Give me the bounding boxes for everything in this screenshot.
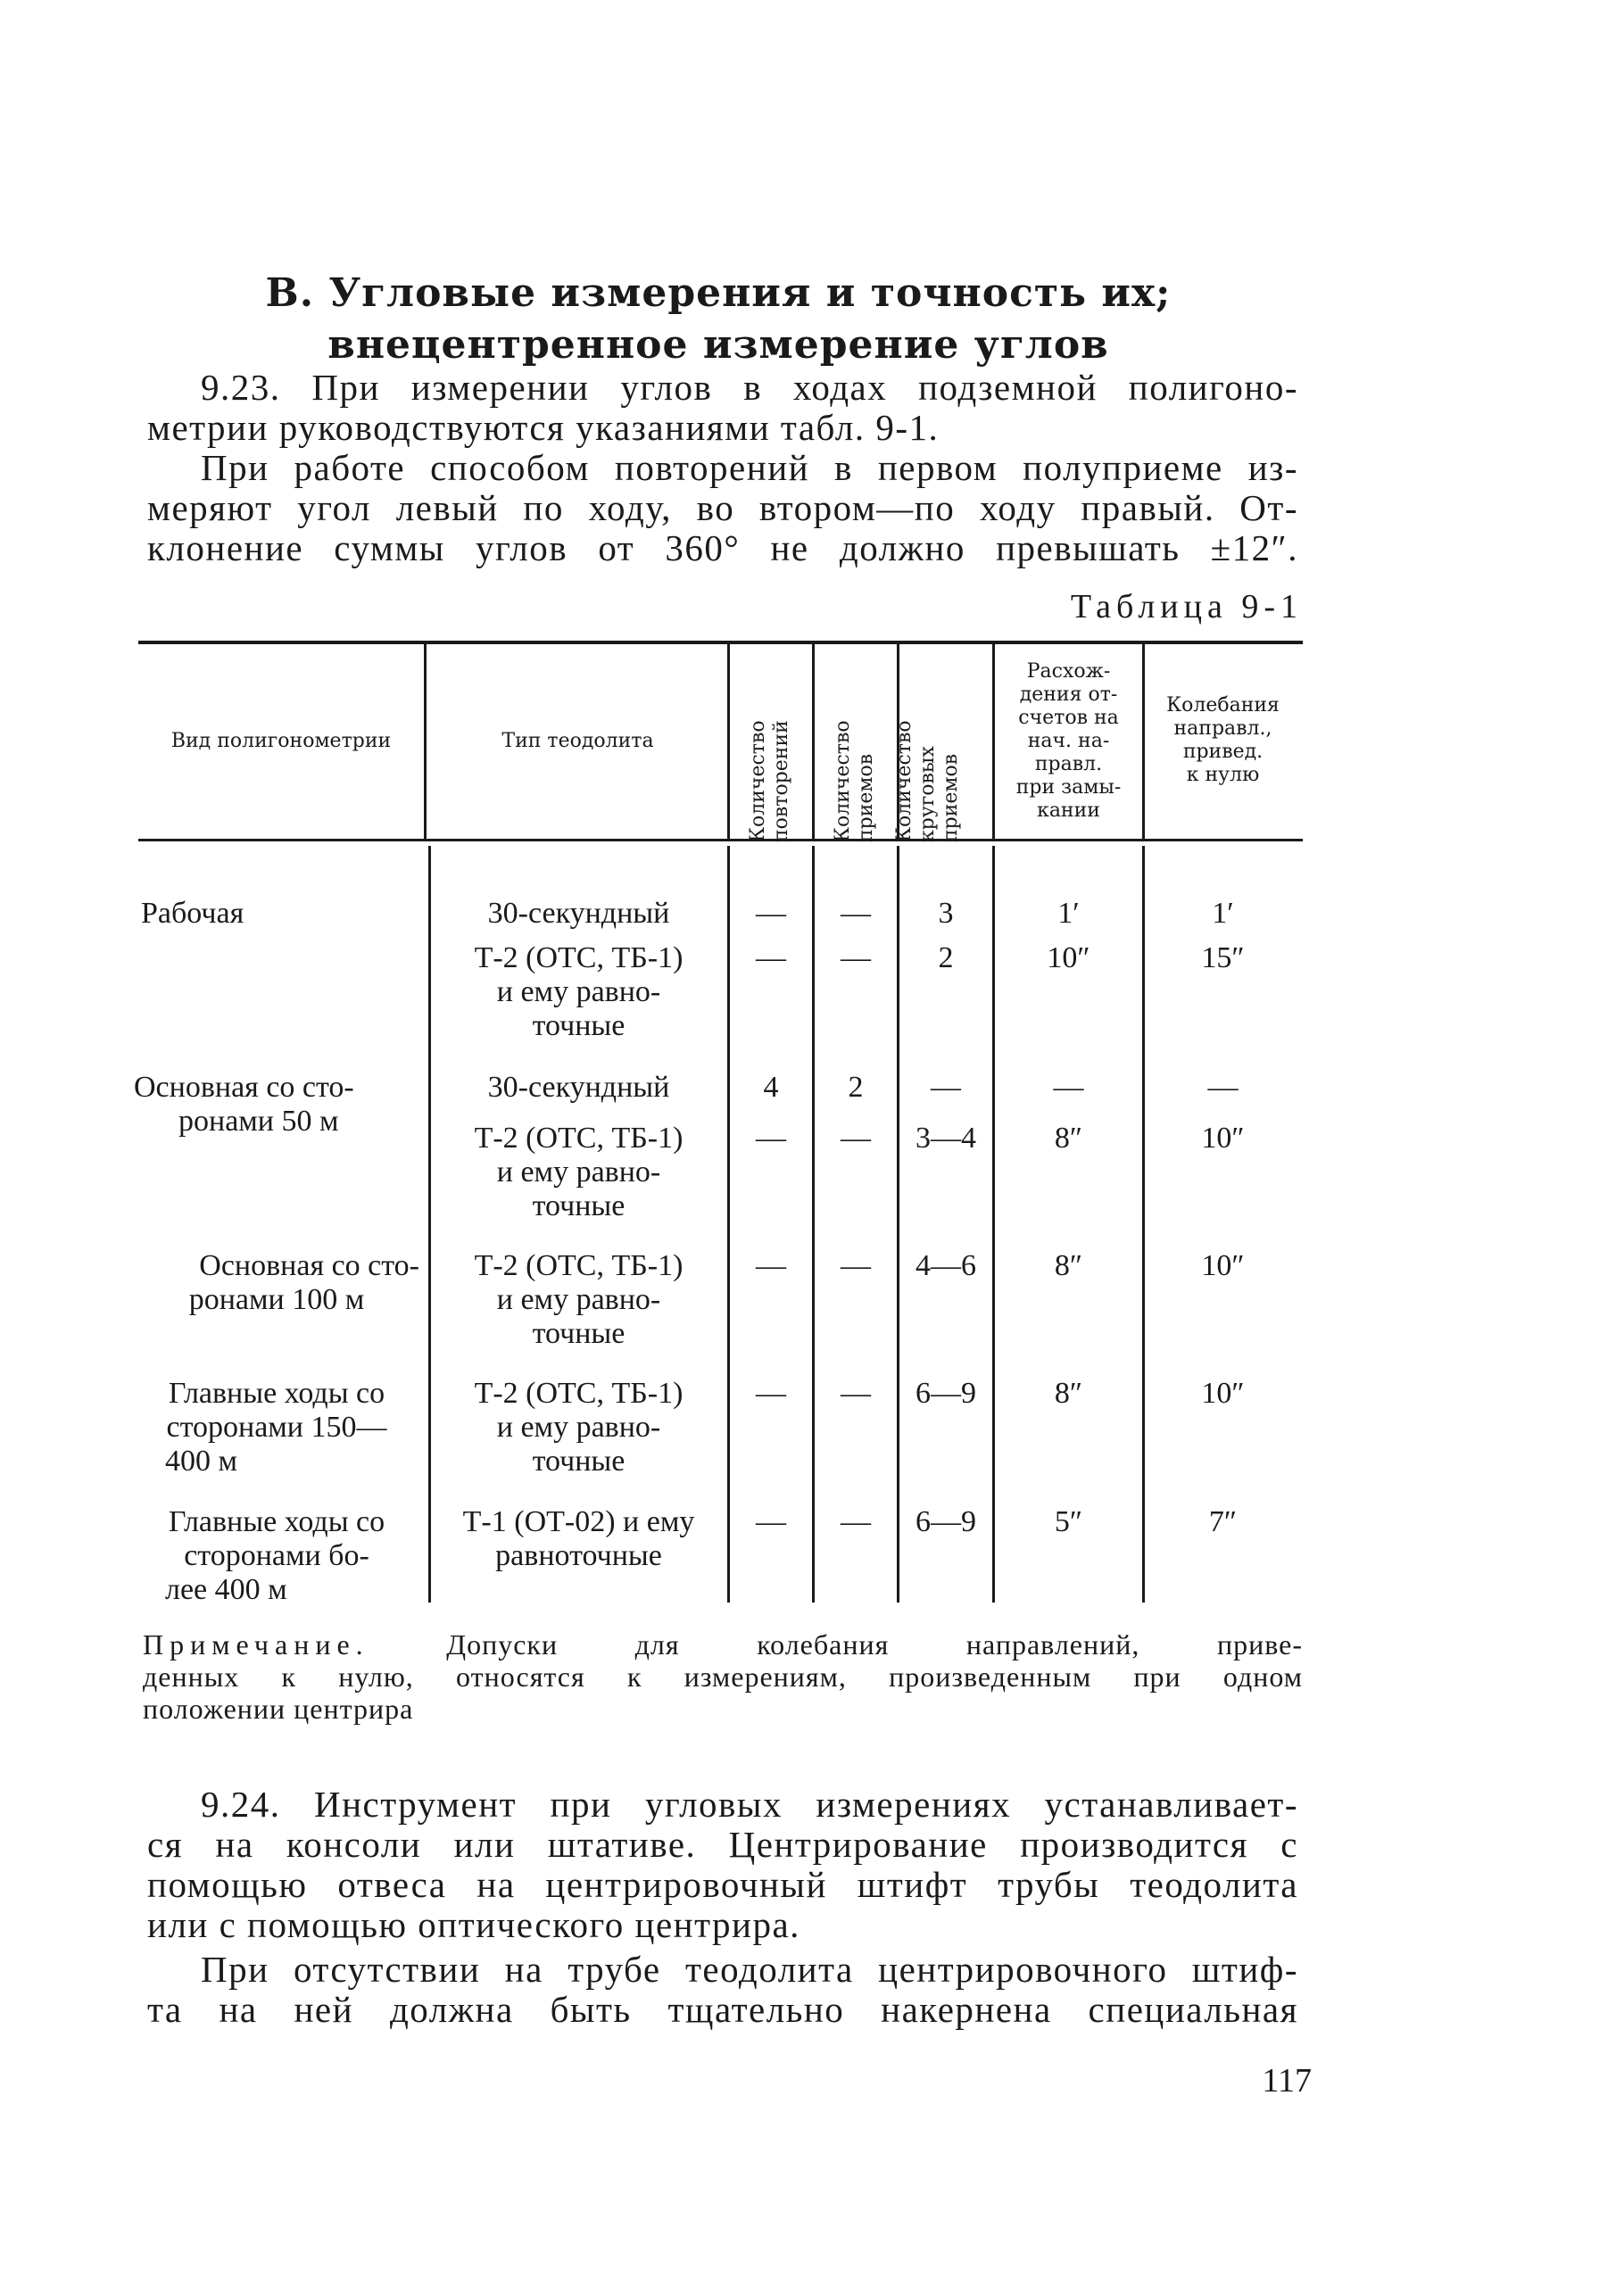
table-cell: 1′ xyxy=(1212,897,1234,930)
text-line: 9.24. Инструмент при угловых измерениях устанавливает- xyxy=(201,1784,1298,1825)
note-line: положении центрира xyxy=(143,1693,414,1725)
text-line: ся на консоли или штативе. Центрирование производится с xyxy=(147,1824,1298,1865)
table-cell: 6—9 xyxy=(916,1377,976,1410)
table-cell: 3—4 xyxy=(916,1122,976,1155)
table-cell: 8″ xyxy=(1054,1377,1083,1410)
header-line: Количество xyxy=(832,720,854,842)
cell-line: сторонами 150— xyxy=(166,1411,387,1444)
table-cell: — xyxy=(841,941,871,974)
table-cell: — xyxy=(756,1377,786,1410)
header-line: дения от- xyxy=(1019,683,1118,706)
header-line: круговых xyxy=(916,746,939,842)
cell-line: Т-2 (ОТС, ТБ-1) xyxy=(474,1377,684,1410)
cell-line: Т-2 (ОТС, ТБ-1) xyxy=(474,941,684,974)
cell-line: 30-секундный xyxy=(487,897,670,930)
cell-line: точные xyxy=(532,1445,626,1478)
table-cell: — xyxy=(756,1249,786,1282)
header-line: нач. на- xyxy=(1027,730,1110,752)
cell-line: Т-2 (ОТС, ТБ-1) xyxy=(474,1122,684,1155)
header-line: счетов на xyxy=(1018,707,1119,729)
table-cell: — xyxy=(1053,1071,1084,1104)
table-cell: — xyxy=(841,1377,871,1410)
cell-line: и ему равно- xyxy=(496,1283,661,1316)
table-cell: 2 xyxy=(848,1071,864,1104)
table-cell: 8″ xyxy=(1054,1122,1083,1155)
cell-line: Рабочая xyxy=(141,897,244,930)
cell-line: и ему равно- xyxy=(496,1411,661,1444)
header-line: приемов xyxy=(940,753,962,842)
table-cell: 1′ xyxy=(1057,897,1080,930)
cell-line: Главные ходы со xyxy=(168,1505,385,1538)
cell-line: Т-1 (ОТ-02) и ему xyxy=(462,1505,695,1538)
header-line: Расхож- xyxy=(1026,660,1111,683)
header-line: направл., xyxy=(1173,717,1272,740)
table-cell: 6—9 xyxy=(916,1505,976,1538)
table-cell: — xyxy=(931,1071,961,1104)
header-repetitions xyxy=(747,664,793,842)
table-row-kind xyxy=(141,897,244,931)
paragraph-9-24 xyxy=(147,1785,1298,1945)
cell-line: равноточные xyxy=(495,1539,662,1572)
header-circular xyxy=(893,664,963,842)
table-cell: — xyxy=(841,1122,871,1155)
table-cell: — xyxy=(841,1249,871,1282)
header-sets xyxy=(832,664,878,842)
header-kind: Вид полигонометрии xyxy=(170,730,392,752)
table-cell: 7″ xyxy=(1208,1505,1238,1538)
cell-line: 400 м xyxy=(165,1445,238,1478)
text-line: При отсутствии на трубе теодолита центрировочного штиф- xyxy=(201,1949,1298,1990)
section-title-line: внецентренное измерение углов xyxy=(327,322,1109,368)
table-row-theodolite xyxy=(430,897,727,931)
note-line xyxy=(143,1628,1303,1661)
cell-line: сторонами бо- xyxy=(184,1539,369,1572)
table-cell: 3 xyxy=(938,897,954,930)
paragraph-centering-pin xyxy=(147,1950,1298,2030)
table-row-theodolite xyxy=(430,1249,727,1351)
table-caption: Таблица 9-1 xyxy=(1070,588,1303,625)
table-cell: 15″ xyxy=(1201,941,1245,974)
table-cell: 10″ xyxy=(1201,1377,1245,1410)
table-cell: 8″ xyxy=(1054,1249,1083,1282)
paragraph-repetition-method xyxy=(147,448,1298,568)
table-cell: — xyxy=(756,1505,786,1538)
header-line: к нулю xyxy=(1186,764,1260,786)
table-cell: 5″ xyxy=(1054,1505,1083,1538)
header-line: приемов xyxy=(855,753,877,842)
paragraph-9-23 xyxy=(147,368,1298,448)
table-row-theodolite xyxy=(430,1377,727,1478)
text-line: При работе способом повторений в первом полуприеме из- xyxy=(201,447,1298,488)
text-line: помощью отвеса на центрировочный штифт трубы теодолита xyxy=(147,1864,1298,1905)
table-row-theodolite xyxy=(430,1122,727,1223)
text-line: меряют угол левый по ходу, во втором—по ходу правый. От- xyxy=(147,487,1298,528)
header-line: Количество xyxy=(747,720,769,842)
table-top-rule xyxy=(138,641,1303,644)
table-cell: 10″ xyxy=(1201,1249,1245,1282)
text-line: та на ней должна быть тщательно накернена специальная xyxy=(147,1989,1298,2030)
note-line: денных к нулю, относятся к измерениям, произведенным при одном xyxy=(143,1661,1303,1693)
cell-line: Основная со сто- xyxy=(199,1249,419,1282)
table-row-kind xyxy=(134,1505,419,1607)
text-line: клонение суммы углов от 360° не должно превышать ±12″. xyxy=(147,527,1298,568)
table-cell: — xyxy=(841,897,871,930)
table-cell: 10″ xyxy=(1047,941,1090,974)
table-row-theodolite xyxy=(430,1071,727,1105)
table-cell: — xyxy=(756,941,786,974)
cell-line: точные xyxy=(532,1009,626,1042)
table-header-rule xyxy=(138,839,1303,841)
cell-line: и ему равно- xyxy=(496,975,661,1008)
table-row-theodolite xyxy=(430,1505,727,1573)
header-line: Количество xyxy=(893,720,916,842)
cell-line: ронами 50 м xyxy=(178,1105,339,1138)
table-row-kind xyxy=(134,1377,419,1478)
header-theodolite: Тип теодолита xyxy=(501,730,654,752)
note-label: Примечание. xyxy=(143,1628,369,1661)
table-cell: — xyxy=(756,1122,786,1155)
table-cell: 10″ xyxy=(1201,1122,1245,1155)
text-line: или с помощью оптического центрира. xyxy=(147,1904,800,1945)
section-title-line: В. Угловые измерения и точность их; xyxy=(265,270,1172,316)
cell-line: точные xyxy=(532,1189,626,1222)
cell-line: точные xyxy=(532,1317,626,1350)
header-line: кании xyxy=(1037,799,1100,822)
header-line: Колебания xyxy=(1166,694,1280,716)
table-cell: 4—6 xyxy=(916,1249,976,1282)
table-cell: — xyxy=(1207,1071,1239,1104)
cell-line: 30-секундный xyxy=(487,1071,670,1104)
cell-line: Основная со сто- xyxy=(134,1071,354,1104)
cell-line: ронами 100 м xyxy=(188,1283,365,1316)
header-line: при замы- xyxy=(1015,776,1122,799)
table-cell: 2 xyxy=(938,941,954,974)
cell-line: Главные ходы со xyxy=(168,1377,385,1410)
text-line: метрии руководствуются указаниями табл. 9-1. xyxy=(147,407,940,448)
column-divider xyxy=(424,644,427,839)
column-divider xyxy=(812,644,815,839)
table-cell: — xyxy=(756,897,786,930)
column-divider xyxy=(727,644,730,839)
header-line: привед. xyxy=(1182,741,1264,763)
cell-line: и ему равно- xyxy=(496,1155,661,1189)
table-row-kind xyxy=(134,1249,419,1317)
header-line: правл. xyxy=(1034,753,1103,775)
table-cell: 4 xyxy=(763,1071,779,1104)
note-text: Допуски для колебания направлений, приве- xyxy=(446,1628,1304,1661)
header-line: повторений xyxy=(770,720,792,842)
table-note xyxy=(143,1628,1303,1725)
table-row-kind xyxy=(134,1071,354,1139)
table-row-theodolite xyxy=(430,941,727,1043)
cell-line: Т-2 (ОТС, ТБ-1) xyxy=(474,1249,684,1282)
page-number: 117 xyxy=(1262,2062,1312,2100)
header-fluctuation xyxy=(1145,694,1301,787)
cell-line: лее 400 м xyxy=(165,1573,287,1606)
header-discrepancy xyxy=(995,660,1142,823)
section-title xyxy=(138,268,1298,371)
table-cell: — xyxy=(841,1505,871,1538)
text-line: 9.23. При измерении углов в ходах подземной полигоно- xyxy=(201,367,1298,408)
